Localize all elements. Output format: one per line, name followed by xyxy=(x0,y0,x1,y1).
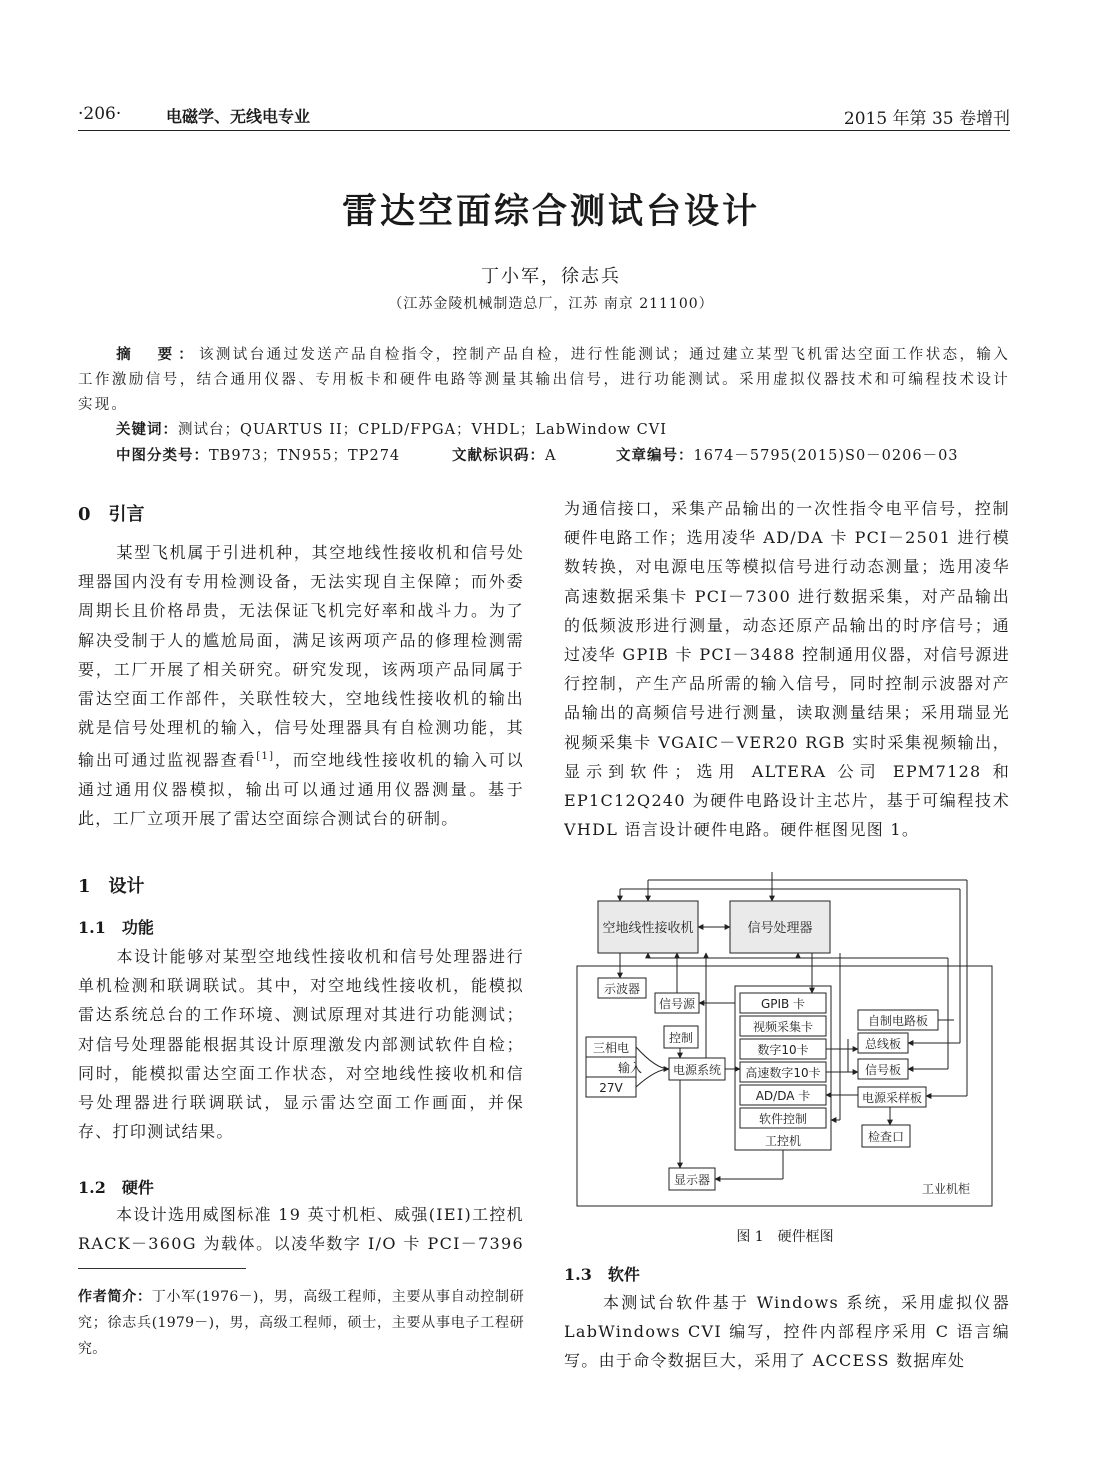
fig-gpib-label: GPIB 卡 xyxy=(760,997,806,1011)
journal-section: 电磁学、无线电专业 xyxy=(166,107,311,126)
figure-caption: 图 1 硬件框图 xyxy=(736,1229,834,1245)
article-number: 1674－5795(2015)S0－0206－03 xyxy=(693,448,959,464)
abstract xyxy=(78,342,1010,418)
keywords: 测试台；QUARTUS II；CPLD/FPGA；VHDL；LabWindow CVI xyxy=(178,422,667,438)
section-1-2-body-cont xyxy=(564,494,1010,844)
fig-display-label: 显示器 xyxy=(673,1173,711,1187)
fig-bus-label: 总线板 xyxy=(864,1037,902,1051)
fig-signal-board-label: 信号板 xyxy=(864,1063,902,1077)
clc: TB973；TN955；TP274 xyxy=(209,448,401,464)
journal-issue: 2015 年第 35 卷增刊 xyxy=(843,109,1010,129)
section-1-3-heading: 1.3 软件 xyxy=(564,1265,640,1284)
citation: [1] xyxy=(256,751,275,763)
fig-processor-label: 信号处理器 xyxy=(747,921,813,936)
fig-cabinet-label: 工业机柜 xyxy=(921,1182,971,1196)
abstract-label: 摘 要： xyxy=(116,346,199,363)
hardware-block-diagram xyxy=(570,872,1000,1212)
section-1-1-body xyxy=(78,942,524,1146)
section-1-1-heading: 1.1 功能 xyxy=(78,918,154,937)
footnote-text: 丁小军(1976－)，男，高级工程师，主要从事自动控制研究；徐志兵(1979－)，男，高级工程师，硕士，主要从事电子工程研究。 xyxy=(78,1289,525,1357)
section-0-text-cont: ，而空地线性接收机的输入可以通过通用仪器模拟，输出可以通过通用仪器测量。基于此，工厂立项开展了雷达空面综合测试台的研制。 xyxy=(78,750,524,829)
section-1-2-part-2 xyxy=(564,494,1010,874)
affiliation: （江苏金陵机械制造总厂，江苏 南京 211100） xyxy=(388,296,714,312)
section-1-2-text: 本设计选用威图标准 19 英寸机柜、威强(IEI)工控机 RACK－360G 为载体。以凌华数字 I/O 卡 PCI－7396 xyxy=(78,1205,524,1254)
section-1-1-text: 本设计能够对某型空地线性接收机和信号处理器进行单机检测和联调联试。其中，对空地线性接收机，能模拟雷达系统总台的工作环境、测试原理对其进行功能测试；对信号处理器能根据其设计原理激发内部测试软件自检；同时，能模拟雷达空面工作状态，对空地线性接收机和信号处理器进行联调联试，显示雷达空面工作画面，并保存、打印测试结果。 xyxy=(78,947,524,1142)
fig-adda-label: AD/DA 卡 xyxy=(755,1089,811,1103)
fig-hsdigital10-label: 高速数字10卡 xyxy=(745,1066,821,1080)
fig-custom-label: 自制电路板 xyxy=(867,1014,929,1028)
section-1-2-part-1 xyxy=(78,1200,524,1259)
footnote xyxy=(78,1284,524,1362)
page-number: ·206· xyxy=(78,104,122,124)
section-0-text: 某型飞机属于引进机种，其空地线性接收机和信号处理器国内没有专用检测设备，无法实现自主保障；而外委周期长且价格昂贵，无法保证飞机完好率和战斗力。为了解决受制于人的尴尬局面，满足该两项产品的修理检测需要，工厂开展了相关研究。研究发现，该两项产品同属于雷达空面工作部件，关联性较大，空地线性接收机的输出就是信号处理机的输入，信号处理器具有自检测功能，其输出可通过监视器查看 xyxy=(78,543,524,770)
fig-digital10-label: 数字10卡 xyxy=(757,1043,809,1057)
doc-code-label: 文献标识码： xyxy=(452,448,545,464)
footnote-rule xyxy=(78,1268,246,1269)
fig-input-label: 输入 xyxy=(617,1061,643,1075)
fig-softctrl-label: 软件控制 xyxy=(758,1112,808,1126)
section-0-body xyxy=(78,538,524,833)
section-1-2-body xyxy=(78,1200,524,1259)
abstract-text: 该测试台通过发送产品自检指令，控制产品自检，进行性能测试；通过建立某型飞机雷达空面工作状态，输入工作激励信号，结合通用仪器、专用板卡和硬件电路等测量其输出信号，进行功能测试。采用虚拟仪器技术和可编程技术设计实现。 xyxy=(78,347,1010,413)
article-number-label: 文章编号： xyxy=(616,448,694,464)
doc-code: A xyxy=(545,448,557,464)
section-0-heading: 0 引言 xyxy=(78,504,145,525)
footnote-label: 作者简介： xyxy=(78,1289,152,1305)
article-number-line xyxy=(616,444,959,465)
fig-receiver-label: 空地线性接收机 xyxy=(602,921,694,936)
section-1-3-body xyxy=(564,1288,1010,1376)
doc-code-line xyxy=(452,444,556,465)
keywords-label: 关键词： xyxy=(116,422,178,438)
fig-27v-label: 27V xyxy=(599,1081,623,1095)
section-1-2-heading: 1.2 硬件 xyxy=(78,1178,154,1197)
fig-siggen-label: 信号源 xyxy=(658,997,696,1011)
keywords-line xyxy=(116,418,667,439)
fig-power-label: 电源系统 xyxy=(672,1063,722,1077)
fig-ipc-label: 工控机 xyxy=(764,1134,802,1148)
classification-line xyxy=(116,444,400,465)
authors: 丁小军，徐志兵 xyxy=(481,266,621,287)
header-rule xyxy=(78,130,1010,131)
fig-power-sample-label: 电源采样板 xyxy=(861,1091,923,1105)
fig-three-phase-label: 三相电 xyxy=(592,1041,630,1055)
fig-video-label: 视频采集卡 xyxy=(752,1020,814,1034)
section-1-heading: 1 设计 xyxy=(78,876,145,897)
section-1-3-text: 本测试台软件基于 Windows 系统，采用虚拟仪器 LabWindows CVI 编写，控件内部程序采用 C 语言编写。由于命令数据巨大，采用了 ACCESS 数据库处 xyxy=(564,1293,1010,1371)
fig-scope-label: 示波器 xyxy=(603,982,641,996)
fig-check-port-label: 检查口 xyxy=(867,1130,905,1144)
clc-label: 中图分类号： xyxy=(116,448,209,464)
paper-title: 雷达空面综合测试台设计 xyxy=(341,192,760,232)
section-1-2-text-cont: 为通信接口，采集产品输出的一次性指令电平信号，控制硬件电路工作；选用凌华 AD/DA 卡 PCI－2501 进行模数转换，对电源电压等模拟信号进行动态测量；选用凌华高速数据采集卡 PCI－7300 进行数据采集，对产品输出的低频波形进行测量，动态还原产品输出的时序信号；通过凌华 GPIB 卡 PCI－3488 控制通用仪器，对信号源进行控制，产生产品所需的输入信号，同时控制示波器对产品输出的高频信号进行测量，读取测量结果；采用瑞显光视频采集卡 VGAIC－VER20 RGB 实时采集视频输出，显示到软件；选用 ALTERA 公司 EPM7128 和 EP1C12Q240 为硬件电路设计主芯片，基于可编程技术 VHDL 语言设计硬件电路。硬件框图见图 1。 xyxy=(564,499,1010,840)
fig-control-label: 控制 xyxy=(668,1031,694,1045)
